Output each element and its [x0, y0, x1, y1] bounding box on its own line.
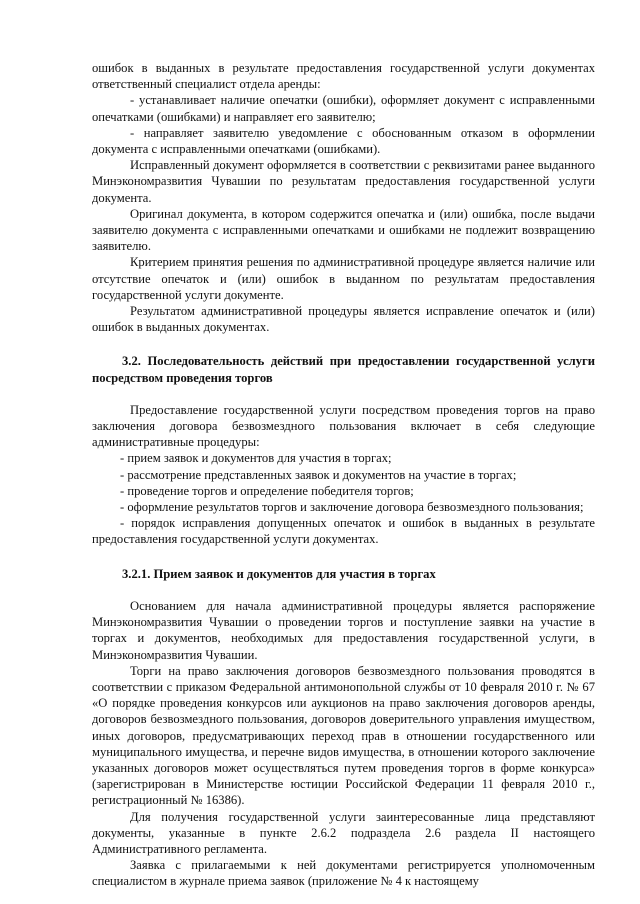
- section-heading-3-2-1: 3.2.1. Прием заявок и документов для участия в торгах: [122, 566, 436, 581]
- paragraph: Критерием принятия решения по административной процедуре является наличие или отсутствие опечаток и (или) ошибок в выданном по результатам предоставления государственной услуги документе.: [92, 255, 595, 302]
- paragraph: Для получения государственной услуги заинтересованные лица представляют документы, указанные в пункте 2.6.2 подраздела 2.6 раздела II настоящего Административного регламента.: [92, 809, 595, 856]
- paragraph: Основанием для начала административной процедуры является распоряжение Минэкономразвития Чувашии о проведении торгов и поступление заявки на участие в торгах и документов, необходимых для предоставления государственной услуги, в Минэкономразвития Чувашии.: [92, 598, 595, 662]
- paragraph: Результатом административной процедуры является исправление опечаток и (или) ошибок в выданных документах.: [92, 304, 595, 335]
- paragraph: Заявка с прилагаемыми к ней документами регистрируется уполномоченным специалистом в журнале приема заявок (приложение № 4 к настоящему: [92, 858, 595, 889]
- paragraph: Оригинал документа, в котором содержится опечатка и (или) ошибка, после выдачи заявителю документа с исправленными опечатками и ошибками не подлежит возвращению заявителю.: [92, 206, 595, 254]
- paragraph: Исправленный документ оформляется в соответствии с реквизитами ранее выданного Минэкономразвития Чувашии по результатам предоставления государственной услуги документа.: [92, 158, 595, 205]
- section-heading-3-2: 3.2. Последовательность действий при предоставлении государственной услуги посредством проведения торгов: [92, 354, 595, 385]
- list-item: - проведение торгов и определение победителя торгов;: [120, 483, 414, 498]
- list-item: - направляет заявителю уведомление с обоснованным отказом в оформлении документа с исправленными опечатками (ошибками).: [92, 125, 595, 157]
- paragraph: Торги на право заключения договоров безвозмездного пользования проводятся в соответствии с приказом Федеральной антимонопольной службы от 10 февраля 2010 г. № 67 «О порядке проведения конкурсов или аукционов на право заключения договоров аренды, договоров безвозмездного пользования, договоров доверительного управления имуществом, иных договоров, предусматривающих переход прав в отношении государственного или муниципального имущества, и перечне видов имущества, в отношении которого заключение указанных договоров может осуществляться путем проведения торгов в форме конкурса» (зарегистрирован в Министерстве юстиции Российской Федерации 11 февраля 2010 г., регистрационный № 16386).: [92, 663, 595, 808]
- list-item: - прием заявок и документов для участия в торгах;: [120, 451, 392, 466]
- document-page: [92, 60, 595, 890]
- list-item: - устанавливает наличие опечатки (ошибки), оформляет документ с исправленными опечатками (ошибками) и направляет его заявителю;: [92, 93, 595, 124]
- list-item: - порядок исправления допущенных опечаток и ошибок в выданных в результате предоставления государственной услуги документах.: [92, 516, 595, 547]
- list-item: - рассмотрение представленных заявок и документов на участие в торгах;: [120, 467, 517, 482]
- list-item: - оформление результатов торгов и заключение договора безвозмездного пользования;: [120, 500, 584, 515]
- paragraph: ошибок в выданных в результате предоставления государственной услуги документах ответственный специалист отдела аренды:: [92, 61, 595, 92]
- paragraph: Предоставление государственной услуги посредством проведения торгов на право заключения договора безвозмездного пользования включает в себя следующие административные процедуры:: [92, 402, 595, 450]
